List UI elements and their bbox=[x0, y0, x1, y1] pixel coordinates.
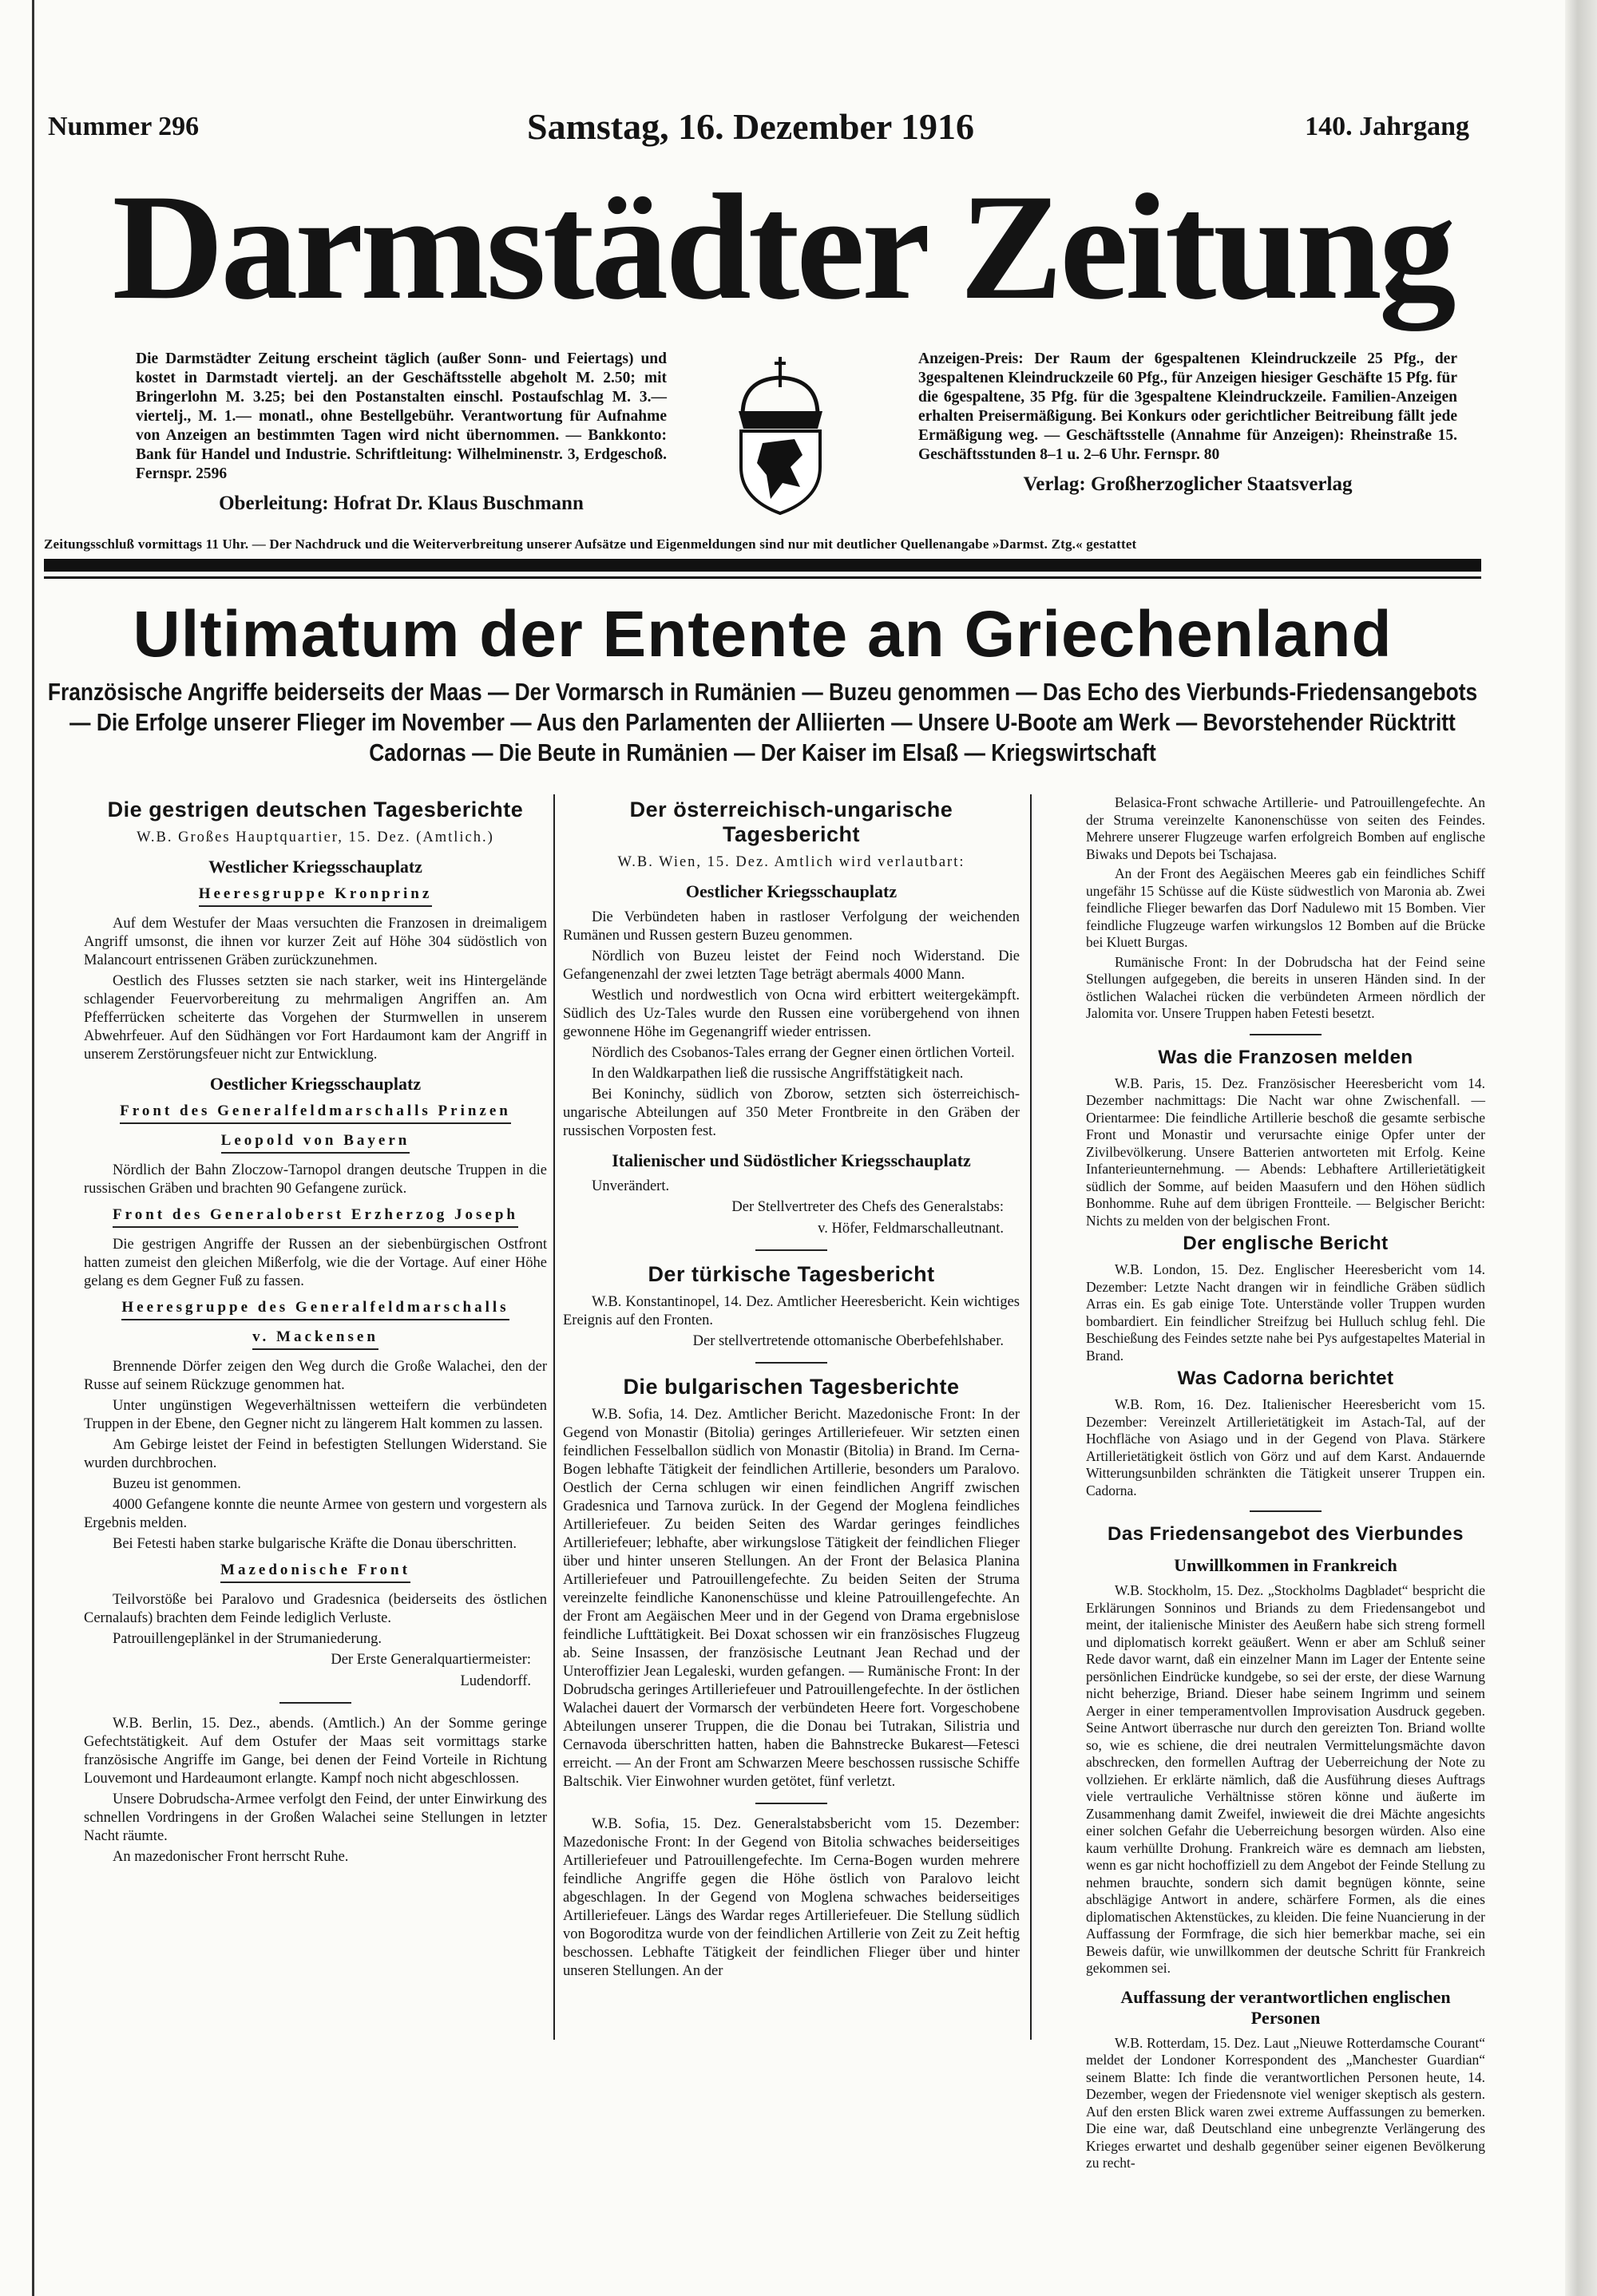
subsection-heading: Leopold von Bayern bbox=[221, 1132, 410, 1154]
paragraph: Unter ungünstigen Wegeverhältnissen wetteifern die verbündeten Truppen in der Ebene, den Gegner nicht zu längerem Halt kommen zu lassen. bbox=[84, 1398, 547, 1432]
page-border bbox=[32, 0, 34, 2296]
paragraph: W.B. Rom, 16. Dez. Italienischer Heeresbericht vom 15. Dezember: Vereinzelt Artillerietätigkeit im Astach-Tal, auf der Hochfläche von Asiago und in der Gegend von Plava. Stärkere Artillerietätigkeit östlich von Görz und auf dem Karst. Andauernde Witterungsunbilden schränkten die Tätigkeit unserer Truppen ein. Cadorna. bbox=[1086, 1396, 1485, 1498]
publisher-line: Verlag: Großherzoglicher Staatsverlag bbox=[1023, 473, 1353, 495]
subsection-heading: v. Mackensen bbox=[252, 1328, 378, 1350]
section-heading: Oestlicher Kriegsschauplatz bbox=[209, 1074, 422, 1094]
issue-number: Nummer 296 bbox=[48, 112, 200, 141]
paragraph: Brennende Dörfer zeigen den Weg durch die Große Walachei, den der Russe auf seinem Rückzuge genommen hat. bbox=[84, 1359, 547, 1393]
paragraph: Nördlich des Csobanos-Tales errang der Gegner einen örtlichen Vorteil. bbox=[592, 1045, 1015, 1061]
article-heading: Was die Franzosen melden bbox=[1158, 1046, 1413, 1068]
section-heading: Italienischer und Südöstlicher Kriegsschauplatz bbox=[612, 1150, 971, 1170]
paragraph: Die Verbündeten haben in rastloser Verfolgung der weichenden Rumänen und Russen gestern Buzeu genommen. bbox=[563, 909, 1020, 944]
subsection-heading: Heeresgruppe des Generalfeldmarschalls bbox=[121, 1299, 509, 1320]
article-heading: Der türkische Tagesbericht bbox=[648, 1262, 935, 1286]
column-divider bbox=[553, 794, 555, 2040]
dateline-text: W.B. Großes Hauptquartier, 15. Dez. (Amtlich.) bbox=[137, 829, 494, 845]
signature: Der Stellvertreter des Chefs des Generalstabs: bbox=[731, 1199, 1004, 1215]
paragraph: An der Front des Aegäischen Meeres gab ein feindliches Schiff ungefähr 15 Schüsse auf die Küste südwestlich von Maronia ab. Zwei feindliche Flieger bewarfen das Dorf Nadulewo mit 15 Bomben. Vier feindliche Flugzeuge warfen wirkungslos 12 Bomben auf die Brücke bei Kluett Burgas. bbox=[1086, 865, 1485, 950]
article-heading: Der englische Bericht bbox=[1183, 1233, 1389, 1254]
subsection-heading: Front des Generaloberst Erzherzog Joseph bbox=[113, 1206, 518, 1228]
signature: Der Erste Generalquartiermeister: bbox=[331, 1652, 531, 1668]
separator bbox=[1250, 1510, 1322, 1512]
section-heading: Oestlicher Kriegsschauplatz bbox=[685, 881, 898, 901]
column-3 bbox=[1086, 794, 1485, 2171]
paragraph: Belasica-Front schwache Artillerie- und Patrouillengefechte. An der Struma vereinzelte Kanonenschüsse von seiten des Feindes. Mehrere unserer Flugzeuge warfen erfolgreich Bomben auf englische Biwaks und Depots bei Tschajasa. bbox=[1086, 794, 1485, 862]
subsection-heading: Mazedonische Front bbox=[220, 1562, 410, 1583]
separator bbox=[1250, 1034, 1322, 1035]
coat-of-arms-icon bbox=[727, 355, 834, 515]
column-1 bbox=[84, 794, 547, 2044]
section-heading: Auffassung der verantwortlichen englischen Personen bbox=[1120, 1986, 1451, 2028]
paragraph: Buzeu ist genommen. bbox=[113, 1476, 241, 1492]
separator bbox=[279, 1702, 351, 1704]
subscription-info bbox=[136, 350, 667, 516]
paragraph: Unverändert. bbox=[592, 1178, 670, 1194]
separator bbox=[755, 1803, 827, 1804]
column-2 bbox=[563, 794, 1020, 2044]
paragraph: In den Waldkarpathen ließ die russische Angriffstätigkeit nach. bbox=[592, 1066, 964, 1082]
issue-date: Samstag, 16. Dezember 1916 bbox=[527, 106, 974, 147]
dateline bbox=[48, 106, 1469, 152]
subsection-heading: Heeresgruppe Kronprinz bbox=[199, 885, 433, 907]
paragraph: Rumänische Front: In der Dobrudscha hat der Feind seine Stellungen aufgegeben, die bereits in unseren Händen sind. In der östlichen Walachei rücken die verbündeten Armeen nördlich der Jalomita vor. Unsere Truppen haben Fetesti besetzt. bbox=[1086, 953, 1485, 1021]
advertising-text: Anzeigen-Preis: Der Raum der 6gespaltenen Kleindruckzeile 25 Pfg., der 3gespaltenen Kleindruckzeile 60 Pfg., für Anzeigen hiesiger Geschäfte 15 Pfg. für die 6gespaltene, 35 Pfg. für die 3gespaltene Kleindruckzeile. Familien-Anzeigen erhalten Preisermäßigung. Bei Konkurs oder gerichtlicher Beitreibung fällt jede Ermäßigung weg. — Geschäftsstelle (Annahme für Anzeigen): Rheinstraße 15. Geschäftsstunden 8–1 u. 2–6 Uhr. Fernspr. 80 bbox=[918, 350, 1457, 463]
paragraph: W.B. Sofia, 15. Dez. Generalstabsbericht vom 15. Dezember: Mazedonische Front: In der Gegend von Bitolia schwaches beiderseitiges Artilleriefeuer und Patrouillengefechte. Im Cerna-Bogen wurden mehrere feindliche Angriffe gegen die Höhe östlich von Paralovo leicht abgeschlagen. In der Gegend von Moglena schwaches beiderseitiges Artilleriefeuer. Längs des Wardar reges Artilleriefeuer. Die Stellung südlich von Bogoroditza wurde von der feindlichen Artillerie von Zeit zu Zeit heftig beschossen. Lebhafte Tätigkeit der feindlichen Flieger über und hinter unseren Stellungen. An der bbox=[563, 1816, 1020, 1979]
main-headline: Ultimatum der Entente an Griechenland bbox=[133, 598, 1393, 671]
paragraph: Patrouillengeplänkel in der Strumaniederung. bbox=[113, 1631, 382, 1647]
subscription-text: Die Darmstädter Zeitung erscheint täglich (außer Sonn- und Feiertags) und kostet in Darmstadt viertelj. an der Geschäftsstelle abgeholt M. 2.50; mit Bringerlohn M. 3.25; bei den Postanstalten einschl. Postaufschlag M. 3.— viertelj., M. 1.— monatl., ohne Bestellgebühr. Verantwortung für Aufnahme von Anzeigen an bestimmten Tagen wird nicht übernommen. — Bankkonto: Bank für Handel und Industrie. Schriftleitung: Wilhelminenstr. 3, Erdgeschoß. Fernspr. 2596 bbox=[136, 350, 667, 482]
paragraph: W.B. Stockholm, 15. Dez. „Stockholms Dagbladet“ bespricht die Erklärungen Sonninos und Briands zu dem Friedensangebot und meint, der italienische Minister des Aeußern habe sich streng formell und diplomatisch korrekt geäußert. Wenn er aber am Schluß seiner Rede davor warnt, daß ein einzelner Mann im Lager der Entente seine persönlichen Eindrücke kundgebe, so sei der erste, der diese Warnung nicht beherzige, Briand. Dieser habe seinem Ingrimm und seinem Aerger in einer temperamentvollen Improvisation Ausdruck gegeben. Seine Antwort überrasche nur durch den gereizten Ton. Briand wollte so, wie es schiene, die drei neutralen Vermittelungsmächte davon abschrecken, den formellen Auftrag der Ueberreichung der Note zu vollziehen. Er erklärte nämlich, daß die Ausführung dieses Auftrags viele vertrauliche Verhältnisse stören könne und äußerte im Zusammenhang damit Zweifel, inwieweit die drei Mächte angesichts einer solchen Gefahr die Ueberreichung besorgen würden. Also eine kaum verhüllte Drohung. Frankreich wäre es demnach am liebsten, wenn es gar nicht hochoffiziell zu dem Angebot der Feinde Stellung zu nehmen brauchte, sondern sich damit begnügen könnte, seine abschlägige Antwort in andere, schärfere Formen, als die eines diplomatischen Aktenstückes, zu kleiden. Die feine Nuancierung in der Auffassung der Formfrage, die sich hier bemerkbar mache, sei ein Beweis dafür, wie unwillkommen der deutsche Schritt für Frankreich gekommen sei. bbox=[1086, 1582, 1485, 1976]
divider bbox=[44, 576, 1481, 579]
paragraph: W.B. Paris, 15. Dez. Französischer Heeresbericht vom 14. Dezember nachmittags: Die Nacht war ohne Zwischenfall. — Orientarmee: Die feindliche Artillerie beschoß die gesamte serbische Front und Monastir und verursachte einige Opfer unter der Zivilbevölkerung. Unsere Batterien antworteten mit Erfolg. Keine Infanterieunternehmung. — Abends: Lebhaftere Artillerietätigkeit südlich der Somme, auf beiden Maasufern und den Höhen südlich Bonhomme. Ruhe auf dem übrigen Frontteile. — Belgischer Bericht: Nichts zu melden von der belgischen Front. bbox=[1086, 1075, 1485, 1229]
signature: v. Höfer, Feldmarschalleutnant. bbox=[818, 1221, 1004, 1237]
article-heading: Die bulgarischen Tagesberichte bbox=[623, 1375, 960, 1399]
column-divider bbox=[1030, 794, 1032, 2040]
signature: Der stellvertretende ottomanische Oberbefehlshaber. bbox=[692, 1333, 1004, 1349]
paragraph: Teilvorstöße bei Paralovo und Gradesnica (beiderseits des östlichen Cernalaufs) brachten dem Feinde lediglich Verluste. bbox=[84, 1592, 547, 1626]
signature: Ludendorff. bbox=[460, 1673, 531, 1689]
paragraph: W.B. Sofia, 14. Dez. Amtlicher Bericht. Mazedonische Front: In der Gegend von Monastir (Bitolia) geringes Artilleriefeuer. Wir setzten einen feindlichen Fesselballon südlich von Monastir (Bitolia) in Brand. Im Cerna-Bogen lebhafte Tätigkeit der feindlichen Artillerie, besonders um Paralovo. Oestlich der Cerna schlugen wir einen feindlichen Angriff zwischen Gradesnica und Tarnova zurück. In der Gegend der Moglena feindliches Artilleriefeuer. Zu beiden Seiten des Wardar geringes feindliches Artilleriefeuer; lebhafte, aber wirkungslose Tätigkeit der feindlichen Flieger über und hinter unseren Stellungen. An der Front der Belasica Planina Artilleriefeuer und Patrouillengefechte. Zu beiden Seiten der Struma vereinzelte feindliche Kanonenschüsse und kleine Patrouillengefechte. An der Front am Aegäischen Meer und in der Gegend von Drama ergebnislose feindliche Lufttätigkeit. Bei Doxat schossen wir ein französisches Flugzeug ab. Seine Insassen, der französische Leutnant Jean Rechad und der Unteroffizier Jean Legaleski, wurden gefangen. — Rumänische Front: In der Dobrudscha geringes Artilleriefeuer und Patrouillengefechte. In der östlichen Walachei dauert der Vormarsch der verbündeten Heere fort. Vorgeschobene Abteilungen unserer Truppen, die die Donau bei Tutrakan, Silistria und Cernavoda überschritten hatten, haben die Bahnstrecke Bukarest—Fetesci erreicht. — An der Front am Schwarzen Meere beschossen russische Schiffe Baltschik. Vier Einwohner wurden getötet, fünf verletzt. bbox=[563, 1407, 1020, 1790]
paragraph: Bei Fetesti haben starke bulgarische Kräfte die Donau überschritten. bbox=[113, 1536, 517, 1552]
paragraph: Unsere Dobrudscha-Armee verfolgt den Feind, der unter Einwirkung des schnellen Vordringens in der Großen Walachei seine Stellungen in letzter Nacht räumte. bbox=[84, 1791, 547, 1844]
paragraph: W.B. Konstantinopel, 14. Dez. Amtlicher Heeresbericht. Kein wichtiges Ereignis auf den Fronten. bbox=[563, 1294, 1020, 1328]
paragraph: Auf dem Westufer der Maas versuchten die Franzosen in dreimaligem Angriff umsonst, die ihnen vor kurzer Zeit auf Höhe 304 südöstlich von Malancourt entrissenen Gräben zurückzunehmen. bbox=[84, 916, 547, 968]
divider bbox=[44, 559, 1481, 572]
paragraph: Die gestrigen Angriffe der Russen an der siebenbürgischen Ostfront hatten zumeist den gleichen Mißerfolg, wie die der Vortage. Auf einer Höhe gelang es dem Gegner Fuß zu fassen. bbox=[84, 1237, 547, 1289]
article-heading: Das Friedensangebot des Vierbundes bbox=[1107, 1523, 1464, 1545]
section-heading: Unwillkommen in Frankreich bbox=[1174, 1555, 1397, 1575]
paragraph: W.B. Rotterdam, 15. Dez. Laut „Nieuwe Rotterdamsche Courant“ meldet der Londoner Korrespondent des „Manchester Guardian“ seinem Blatte: Ich finde die verantwortlichen Personen heute, 14. Dezember, wegen der Friedensnote viel weniger skeptisch als gestern. Auf den ersten Blick waren zwei extreme Auffassungen zu bemerken. Die eine war, daß Deutschland eine unbegrenzte Verlängerung des Krieges erwartet und deshalb gegenüber seiner eigenen Bevölkerung zu recht- bbox=[1086, 2034, 1485, 2171]
paragraph: 4000 Gefangene konnte die neunte Armee von gestern und vorgestern als Ergebnis melden. bbox=[84, 1497, 547, 1531]
editor-line: Oberleitung: Hofrat Dr. Klaus Buschmann bbox=[219, 493, 584, 514]
scan-edge bbox=[1565, 0, 1597, 2296]
paragraph: W.B. Berlin, 15. Dez., abends. (Amtlich.) An der Somme geringe Gefechtstätigkeit. Auf dem Ostufer der Maas seit vormittags starke französische Angriffe im Gange, bei denen der Feind Vorteile in Richtung Louvemont und Hardeaumont erlangte. Kampf noch nicht abgeschlossen. bbox=[84, 1716, 547, 1787]
paragraph: Westlich und nordwestlich von Ocna wird erbittert weitergekämpft. Südlich des Uz-Tales wurde den Russen eine vorübergehend von ihnen gewonnene Höhe im Gegenangriff wieder entrissen. bbox=[563, 988, 1020, 1040]
sub-headline: Französische Angriffe beiderseits der Maas — Der Vormarsch in Rumänien — Buzeu genommen — Das Echo des Vierbunds-Friedensangebots — Die Erfolge unserer Flieger im November — Aus den Parlamenten der Alliierten — Unsere U-Boote am Werk — Bevorstehender Rücktritt Cadornas — Die Beute in Rumänien — Der Kaiser im Elsaß — Kriegswirtschaft bbox=[47, 678, 1478, 766]
subsection-heading: Front des Generalfeldmarschalls Prinzen bbox=[120, 1102, 511, 1124]
reprint-notice: Zeitungsschluß vormittags 11 Uhr. — Der Nachdruck und die Weiterverbreitung unserer Aufsätze und Eigenmeldungen sind nur mit deutlicher Quellenangabe »Darmst. Ztg.« gestattet bbox=[44, 536, 1137, 552]
dateline-text: W.B. Wien, 15. Dez. Amtlich wird verlautbart: bbox=[617, 854, 965, 870]
paragraph: Bei Koninchy, südlich von Zborow, setzten sich österreichisch-ungarische Abteilungen auf 350 Meter Frontbreite in den Gräben der russischen Vorposten fest. bbox=[563, 1087, 1020, 1139]
article-heading: Der österreichisch-ungarische Tagesbericht bbox=[629, 798, 953, 846]
separator bbox=[755, 1249, 827, 1251]
paragraph: An mazedonischer Front herrscht Ruhe. bbox=[113, 1849, 349, 1865]
paragraph: Oestlich des Flusses setzten sie nach starker, weit ins Hintergelände schlagender Feuervorbereitung zu mehrmaligen Angriffen an. Am Pfefferrücken scheiterte das Vorgehen der Sturmwellen in unserem Abwehrfeuer. Auf den Südhängen vor Fort Hardaumont kam der Angriff in unserem Zerstörungsfeuer nicht zur Entwicklung. bbox=[84, 973, 547, 1063]
advertising-info bbox=[918, 350, 1457, 497]
paragraph: Nördlich der Bahn Zloczow-Tarnopol drangen deutsche Truppen in die russischen Gräben und brachten 90 Gefangene zurück. bbox=[84, 1162, 547, 1197]
paragraph: W.B. London, 15. Dez. Englischer Heeresbericht vom 14. Dezember: Letzte Nacht drangen wir in feindliche Gräben südlich Arras ein. Es gab einige Tote. Unterstände voller Truppen wurden bombardiert. Ein feindlicher Streifzug bei Hulluch schlug fehl. Die Beschießung des Feindes setzte nahe bei Pys aufgestapeltes Material in Brand. bbox=[1086, 1261, 1485, 1364]
masthead-title: Darmstädter Zeitung bbox=[112, 164, 1453, 331]
volume-year: 140. Jahrgang bbox=[1305, 112, 1469, 141]
article-heading: Die gestrigen deutschen Tagesberichte bbox=[107, 798, 524, 821]
paragraph: Nördlich von Buzeu leistet der Feind noch Widerstand. Die Gefangenenzahl der zwei letzten Tage beträgt abermals 4000 Mann. bbox=[563, 948, 1020, 983]
article-heading: Was Cadorna berichtet bbox=[1177, 1368, 1394, 1389]
section-heading: Westlicher Kriegsschauplatz bbox=[208, 857, 422, 877]
separator bbox=[755, 1362, 827, 1364]
paragraph: Am Gebirge leistet der Feind in befestigten Stellungen Widerstand. Sie wurden durchbrochen. bbox=[84, 1437, 547, 1471]
